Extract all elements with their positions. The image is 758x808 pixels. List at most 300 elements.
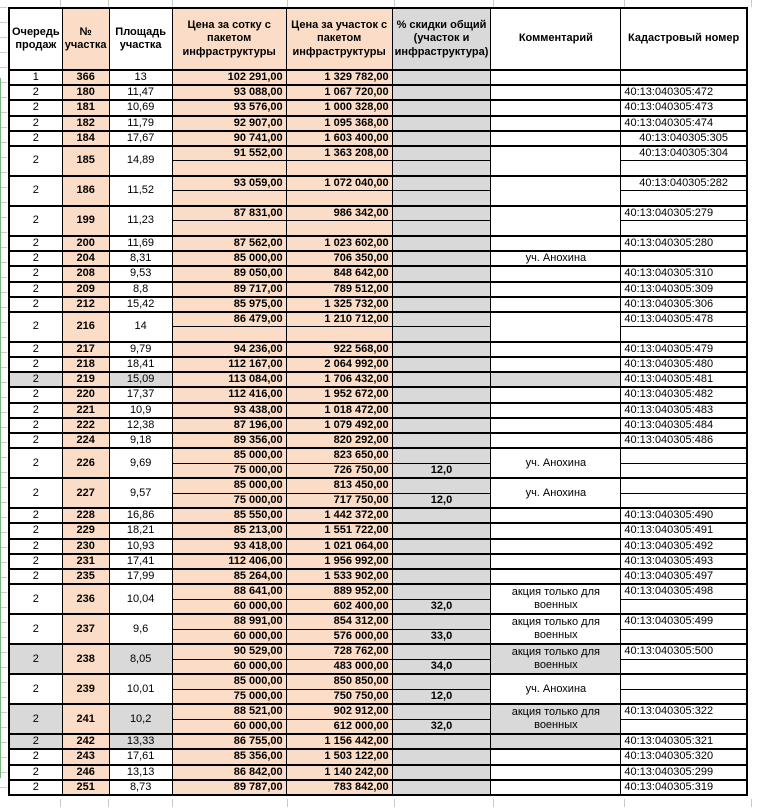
price-per-plot-cell[interactable]: 850 850,00 [286, 674, 392, 689]
comment-cell[interactable] [491, 387, 621, 402]
discount-cell[interactable] [392, 448, 491, 463]
discount-cell[interactable] [392, 342, 491, 357]
area-cell[interactable]: 13,33 [109, 734, 172, 749]
price-per-sotka-cell[interactable]: 75 000,00 [172, 463, 286, 478]
area-cell[interactable]: 17,41 [109, 554, 172, 569]
cadastre-cell[interactable] [621, 689, 747, 704]
cadastre-cell[interactable]: 40:13:040305:492 [621, 539, 747, 554]
cadastre-cell[interactable] [621, 161, 747, 176]
discount-cell[interactable] [392, 206, 491, 221]
cadastre-cell[interactable]: 40:13:040305:482 [621, 387, 747, 402]
price-per-sotka-cell[interactable]: 60 000,00 [172, 629, 286, 644]
queue-cell[interactable]: 2 [9, 372, 62, 387]
price-per-sotka-cell[interactable]: 89 356,00 [172, 433, 286, 448]
cadastre-cell[interactable]: 40:13:040305:310 [621, 266, 747, 281]
plot-number-cell[interactable]: 231 [62, 554, 109, 569]
comment-cell[interactable] [491, 433, 621, 448]
price-per-plot-cell[interactable]: 1 442 372,00 [286, 508, 392, 523]
plot-number-cell[interactable]: 220 [62, 387, 109, 402]
queue-cell[interactable]: 2 [9, 251, 62, 266]
price-per-sotka-cell[interactable]: 93 438,00 [172, 403, 286, 418]
queue-cell[interactable]: 2 [9, 478, 62, 508]
comment-cell[interactable] [491, 357, 621, 372]
plot-number-cell[interactable]: 246 [62, 765, 109, 780]
comment-cell[interactable] [491, 266, 621, 281]
price-per-sotka-cell[interactable] [172, 161, 286, 176]
price-per-plot-cell[interactable]: 706 350,00 [286, 251, 392, 266]
comment-cell[interactable] [491, 523, 621, 538]
cadastre-cell[interactable] [621, 327, 747, 342]
price-per-plot-cell[interactable]: 1 603 400,00 [286, 131, 392, 146]
comment-cell[interactable] [491, 100, 621, 115]
cadastre-cell[interactable]: 40:13:040305:472 [621, 85, 747, 100]
price-per-plot-cell[interactable]: 783 842,00 [286, 780, 392, 795]
comment-cell[interactable] [491, 282, 621, 297]
discount-cell[interactable] [392, 312, 491, 327]
cadastre-cell[interactable]: 40:13:040305:490 [621, 508, 747, 523]
cadastre-cell[interactable]: 40:13:040305:320 [621, 749, 747, 764]
queue-cell[interactable]: 2 [9, 206, 62, 236]
price-per-sotka-cell[interactable]: 93 418,00 [172, 539, 286, 554]
cadastre-cell[interactable]: 40:13:040305:280 [621, 236, 747, 251]
plot-number-cell[interactable]: 226 [62, 448, 109, 478]
comment-cell[interactable] [491, 765, 621, 780]
area-cell[interactable]: 16,86 [109, 508, 172, 523]
plot-number-cell[interactable]: 221 [62, 403, 109, 418]
area-cell[interactable]: 15,09 [109, 372, 172, 387]
header-price-per-sotka[interactable]: Цена за сотку с пакетом инфраструктуры [172, 8, 286, 70]
area-cell[interactable]: 11,47 [109, 85, 172, 100]
queue-cell[interactable]: 2 [9, 100, 62, 115]
price-per-sotka-cell[interactable]: 86 755,00 [172, 734, 286, 749]
discount-cell[interactable] [392, 734, 491, 749]
queue-cell[interactable]: 1 [9, 70, 62, 85]
price-per-sotka-cell[interactable]: 87 562,00 [172, 236, 286, 251]
comment-cell[interactable] [491, 372, 621, 387]
price-per-sotka-cell[interactable]: 94 236,00 [172, 342, 286, 357]
header-price-per-plot[interactable]: Цена за участок с пакетом инфраструктуры [286, 8, 392, 70]
discount-cell[interactable]: 12,0 [392, 463, 491, 478]
price-per-sotka-cell[interactable]: 85 000,00 [172, 674, 286, 689]
price-per-plot-cell[interactable]: 1 018 472,00 [286, 403, 392, 418]
price-per-sotka-cell[interactable]: 88 991,00 [172, 614, 286, 629]
cadastre-cell[interactable] [621, 674, 747, 689]
price-per-sotka-cell[interactable] [172, 191, 286, 206]
comment-cell[interactable] [491, 569, 621, 584]
queue-cell[interactable]: 2 [9, 131, 62, 146]
cadastre-cell[interactable]: 40:13:040305:321 [621, 734, 747, 749]
plot-number-cell[interactable]: 242 [62, 734, 109, 749]
queue-cell[interactable]: 2 [9, 539, 62, 554]
area-cell[interactable]: 11,79 [109, 116, 172, 131]
price-per-plot-cell[interactable]: 1 072 040,00 [286, 176, 392, 191]
plot-number-cell[interactable]: 218 [62, 357, 109, 372]
price-per-plot-cell[interactable]: 717 750,00 [286, 493, 392, 508]
price-per-plot-cell[interactable]: 789 512,00 [286, 282, 392, 297]
price-per-plot-cell[interactable]: 1 095 368,00 [286, 116, 392, 131]
queue-cell[interactable]: 2 [9, 644, 62, 674]
area-cell[interactable]: 14,89 [109, 146, 172, 176]
area-cell[interactable]: 9,6 [109, 614, 172, 644]
plot-number-cell[interactable]: 182 [62, 116, 109, 131]
price-per-plot-cell[interactable]: 1 329 782,00 [286, 70, 392, 85]
comment-cell[interactable] [491, 70, 621, 85]
header-plot-number[interactable]: № участка [62, 8, 109, 70]
area-cell[interactable]: 8,05 [109, 644, 172, 674]
area-cell[interactable]: 9,57 [109, 478, 172, 508]
cadastre-cell[interactable] [621, 629, 747, 644]
cadastre-cell[interactable]: 40:13:040305:479 [621, 342, 747, 357]
price-per-sotka-cell[interactable]: 87 831,00 [172, 206, 286, 221]
queue-cell[interactable]: 2 [9, 116, 62, 131]
cadastre-cell[interactable]: 40:13:040305:486 [621, 433, 747, 448]
comment-cell[interactable]: акция только для военных [491, 614, 621, 644]
comment-cell[interactable] [491, 176, 621, 206]
discount-cell[interactable] [392, 251, 491, 266]
price-per-sotka-cell[interactable]: 87 196,00 [172, 418, 286, 433]
price-per-sotka-cell[interactable]: 85 000,00 [172, 478, 286, 493]
plot-number-cell[interactable]: 216 [62, 312, 109, 342]
plot-number-cell[interactable]: 366 [62, 70, 109, 85]
discount-cell[interactable]: 32,0 [392, 719, 491, 734]
discount-cell[interactable] [392, 176, 491, 191]
price-per-sotka-cell[interactable]: 90 529,00 [172, 644, 286, 659]
discount-cell[interactable] [392, 523, 491, 538]
price-per-sotka-cell[interactable]: 93 576,00 [172, 100, 286, 115]
price-per-sotka-cell[interactable]: 75 000,00 [172, 689, 286, 704]
comment-cell[interactable]: акция только для военных [491, 584, 621, 614]
header-cadastre[interactable]: Кадастровый номер [621, 8, 747, 70]
price-per-plot-cell[interactable]: 823 650,00 [286, 448, 392, 463]
price-per-plot-cell[interactable]: 1 956 992,00 [286, 554, 392, 569]
area-cell[interactable]: 10,69 [109, 100, 172, 115]
comment-cell[interactable]: уч. Анохина [491, 448, 621, 478]
queue-cell[interactable]: 2 [9, 312, 62, 342]
price-per-plot-cell[interactable]: 889 952,00 [286, 584, 392, 599]
plot-number-cell[interactable]: 181 [62, 100, 109, 115]
price-per-sotka-cell[interactable]: 75 000,00 [172, 493, 286, 508]
price-per-sotka-cell[interactable]: 93 088,00 [172, 85, 286, 100]
cadastre-cell[interactable] [621, 719, 747, 734]
price-per-plot-cell[interactable]: 576 000,00 [286, 629, 392, 644]
area-cell[interactable]: 13,13 [109, 765, 172, 780]
cadastre-cell[interactable]: 40:13:040305:483 [621, 403, 747, 418]
discount-cell[interactable]: 33,0 [392, 629, 491, 644]
discount-cell[interactable] [392, 236, 491, 251]
queue-cell[interactable]: 2 [9, 297, 62, 312]
cadastre-cell[interactable]: 40:13:040305:474 [621, 116, 747, 131]
queue-cell[interactable]: 2 [9, 448, 62, 478]
cadastre-cell[interactable] [621, 478, 747, 493]
cadastre-cell[interactable]: 40:13:040305:282 [621, 176, 747, 191]
header-queue[interactable]: Очередь продаж [9, 8, 62, 70]
cadastre-cell[interactable]: 40:13:040305:478 [621, 312, 747, 327]
comment-cell[interactable] [491, 236, 621, 251]
discount-cell[interactable] [392, 508, 491, 523]
area-cell[interactable]: 8,31 [109, 251, 172, 266]
queue-cell[interactable]: 2 [9, 433, 62, 448]
price-per-sotka-cell[interactable]: 102 291,00 [172, 70, 286, 85]
cadastre-cell[interactable]: 40:13:040305:499 [621, 614, 747, 629]
cadastre-cell[interactable]: 40:13:040305:304 [621, 146, 747, 161]
cadastre-cell[interactable]: 40:13:040305:500 [621, 644, 747, 659]
discount-cell[interactable] [392, 403, 491, 418]
price-per-plot-cell[interactable]: 612 000,00 [286, 719, 392, 734]
price-per-plot-cell[interactable]: 986 342,00 [286, 206, 392, 221]
price-per-plot-cell[interactable]: 854 312,00 [286, 614, 392, 629]
price-per-plot-cell[interactable]: 813 450,00 [286, 478, 392, 493]
comment-cell[interactable] [491, 749, 621, 764]
plot-number-cell[interactable]: 239 [62, 674, 109, 704]
plot-number-cell[interactable]: 180 [62, 85, 109, 100]
comment-cell[interactable] [491, 508, 621, 523]
area-cell[interactable]: 9,53 [109, 266, 172, 281]
price-per-plot-cell[interactable]: 1 503 122,00 [286, 749, 392, 764]
price-per-plot-cell[interactable] [286, 161, 392, 176]
comment-cell[interactable]: уч. Анохина [491, 251, 621, 266]
price-per-sotka-cell[interactable]: 89 787,00 [172, 780, 286, 795]
area-cell[interactable]: 10,04 [109, 584, 172, 614]
price-per-sotka-cell[interactable]: 60 000,00 [172, 599, 286, 614]
area-cell[interactable]: 9,18 [109, 433, 172, 448]
cadastre-cell[interactable] [621, 191, 747, 206]
area-cell[interactable]: 12,38 [109, 418, 172, 433]
price-per-plot-cell[interactable]: 848 642,00 [286, 266, 392, 281]
cadastre-cell[interactable]: 40:13:040305:305 [621, 131, 747, 146]
price-per-sotka-cell[interactable]: 60 000,00 [172, 659, 286, 674]
discount-cell[interactable] [392, 539, 491, 554]
price-per-plot-cell[interactable]: 1 325 732,00 [286, 297, 392, 312]
header-discount[interactable]: % скидки общий (участок и инфраструктура) [392, 8, 491, 70]
discount-cell[interactable]: 12,0 [392, 493, 491, 508]
price-per-plot-cell[interactable] [286, 221, 392, 236]
discount-cell[interactable] [392, 266, 491, 281]
queue-cell[interactable]: 2 [9, 403, 62, 418]
price-per-sotka-cell[interactable]: 112 406,00 [172, 554, 286, 569]
plot-number-cell[interactable]: 186 [62, 176, 109, 206]
queue-cell[interactable]: 2 [9, 357, 62, 372]
area-cell[interactable]: 17,99 [109, 569, 172, 584]
discount-cell[interactable] [392, 327, 491, 342]
discount-cell[interactable] [392, 70, 491, 85]
price-per-sotka-cell[interactable]: 90 741,00 [172, 131, 286, 146]
price-per-plot-cell[interactable] [286, 191, 392, 206]
comment-cell[interactable] [491, 85, 621, 100]
area-cell[interactable]: 15,42 [109, 297, 172, 312]
cadastre-cell[interactable] [621, 70, 747, 85]
cadastre-cell[interactable]: 40:13:040305:484 [621, 418, 747, 433]
cadastre-cell[interactable]: 40:13:040305:279 [621, 206, 747, 221]
price-per-sotka-cell[interactable]: 113 084,00 [172, 372, 286, 387]
comment-cell[interactable] [491, 206, 621, 236]
cadastre-cell[interactable]: 40:13:040305:319 [621, 780, 747, 795]
cadastre-cell[interactable]: 40:13:040305:299 [621, 765, 747, 780]
area-cell[interactable]: 17,67 [109, 131, 172, 146]
discount-cell[interactable] [392, 433, 491, 448]
price-per-plot-cell[interactable]: 1 079 492,00 [286, 418, 392, 433]
queue-cell[interactable]: 2 [9, 85, 62, 100]
area-cell[interactable]: 10,2 [109, 704, 172, 734]
cadastre-cell[interactable]: 40:13:040305:497 [621, 569, 747, 584]
cadastre-cell[interactable] [621, 599, 747, 614]
queue-cell[interactable]: 2 [9, 765, 62, 780]
price-per-plot-cell[interactable]: 1 363 208,00 [286, 146, 392, 161]
cadastre-cell[interactable] [621, 221, 747, 236]
cadastre-cell[interactable] [621, 493, 747, 508]
plot-number-cell[interactable]: 185 [62, 146, 109, 176]
comment-cell[interactable] [491, 116, 621, 131]
plot-number-cell[interactable]: 230 [62, 539, 109, 554]
queue-cell[interactable]: 2 [9, 176, 62, 206]
queue-cell[interactable]: 2 [9, 704, 62, 734]
comment-cell[interactable] [491, 146, 621, 176]
discount-cell[interactable] [392, 357, 491, 372]
cadastre-cell[interactable]: 40:13:040305:481 [621, 372, 747, 387]
discount-cell[interactable] [392, 191, 491, 206]
price-per-sotka-cell[interactable] [172, 327, 286, 342]
discount-cell[interactable] [392, 780, 491, 795]
comment-cell[interactable] [491, 297, 621, 312]
queue-cell[interactable]: 2 [9, 342, 62, 357]
price-per-plot-cell[interactable]: 728 762,00 [286, 644, 392, 659]
discount-cell[interactable] [392, 584, 491, 599]
price-per-sotka-cell[interactable]: 85 550,00 [172, 508, 286, 523]
queue-cell[interactable]: 2 [9, 146, 62, 176]
plot-number-cell[interactable]: 217 [62, 342, 109, 357]
price-per-plot-cell[interactable]: 922 568,00 [286, 342, 392, 357]
discount-cell[interactable] [392, 372, 491, 387]
price-per-sotka-cell[interactable]: 91 552,00 [172, 146, 286, 161]
area-cell[interactable]: 10,93 [109, 539, 172, 554]
price-per-plot-cell[interactable]: 1 156 442,00 [286, 734, 392, 749]
plot-number-cell[interactable]: 228 [62, 508, 109, 523]
price-per-plot-cell[interactable]: 820 292,00 [286, 433, 392, 448]
queue-cell[interactable]: 2 [9, 266, 62, 281]
area-cell[interactable]: 18,41 [109, 357, 172, 372]
cadastre-cell[interactable] [621, 659, 747, 674]
price-per-sotka-cell[interactable]: 85 975,00 [172, 297, 286, 312]
queue-cell[interactable]: 2 [9, 418, 62, 433]
price-per-sotka-cell[interactable]: 89 717,00 [172, 282, 286, 297]
plot-number-cell[interactable]: 229 [62, 523, 109, 538]
discount-cell[interactable] [392, 161, 491, 176]
plot-number-cell[interactable]: 238 [62, 644, 109, 674]
price-per-sotka-cell[interactable]: 89 050,00 [172, 266, 286, 281]
price-per-plot-cell[interactable]: 602 400,00 [286, 599, 392, 614]
plot-number-cell[interactable]: 208 [62, 266, 109, 281]
queue-cell[interactable]: 2 [9, 523, 62, 538]
price-per-sotka-cell[interactable]: 86 479,00 [172, 312, 286, 327]
price-per-plot-cell[interactable]: 1 021 064,00 [286, 539, 392, 554]
area-cell[interactable]: 17,61 [109, 749, 172, 764]
price-per-plot-cell[interactable]: 1 067 720,00 [286, 85, 392, 100]
price-per-sotka-cell[interactable] [172, 221, 286, 236]
comment-cell[interactable] [491, 312, 621, 342]
cadastre-cell[interactable]: 40:13:040305:309 [621, 282, 747, 297]
plot-number-cell[interactable]: 199 [62, 206, 109, 236]
queue-cell[interactable]: 2 [9, 282, 62, 297]
area-cell[interactable]: 11,69 [109, 236, 172, 251]
price-per-sotka-cell[interactable]: 85 000,00 [172, 448, 286, 463]
price-per-plot-cell[interactable]: 726 750,00 [286, 463, 392, 478]
discount-cell[interactable] [392, 569, 491, 584]
area-cell[interactable]: 8,8 [109, 282, 172, 297]
cadastre-cell[interactable] [621, 448, 747, 463]
price-per-sotka-cell[interactable]: 112 416,00 [172, 387, 286, 402]
header-comment[interactable]: Комментарий [491, 8, 621, 70]
area-cell[interactable]: 13 [109, 70, 172, 85]
price-per-plot-cell[interactable]: 750 750,00 [286, 689, 392, 704]
discount-cell[interactable] [392, 282, 491, 297]
area-cell[interactable]: 11,52 [109, 176, 172, 206]
plot-number-cell[interactable]: 237 [62, 614, 109, 644]
queue-cell[interactable]: 2 [9, 734, 62, 749]
price-per-sotka-cell[interactable]: 86 842,00 [172, 765, 286, 780]
discount-cell[interactable] [392, 418, 491, 433]
area-cell[interactable]: 10,01 [109, 674, 172, 704]
discount-cell[interactable] [392, 749, 491, 764]
area-cell[interactable]: 14 [109, 312, 172, 342]
cadastre-cell[interactable]: 40:13:040305:322 [621, 704, 747, 719]
discount-cell[interactable] [392, 221, 491, 236]
plot-number-cell[interactable]: 243 [62, 749, 109, 764]
price-per-sotka-cell[interactable]: 85 213,00 [172, 523, 286, 538]
comment-cell[interactable] [491, 131, 621, 146]
discount-cell[interactable] [392, 644, 491, 659]
cadastre-cell[interactable] [621, 463, 747, 478]
price-per-sotka-cell[interactable]: 112 167,00 [172, 357, 286, 372]
plot-number-cell[interactable]: 219 [62, 372, 109, 387]
cadastre-cell[interactable] [621, 251, 747, 266]
price-per-plot-cell[interactable]: 483 000,00 [286, 659, 392, 674]
plot-number-cell[interactable]: 227 [62, 478, 109, 508]
comment-cell[interactable] [491, 539, 621, 554]
comment-cell[interactable]: акция только для военных [491, 704, 621, 734]
comment-cell[interactable] [491, 418, 621, 433]
comment-cell[interactable] [491, 554, 621, 569]
discount-cell[interactable] [392, 387, 491, 402]
discount-cell[interactable] [392, 765, 491, 780]
queue-cell[interactable]: 2 [9, 387, 62, 402]
price-per-plot-cell[interactable]: 1 551 722,00 [286, 523, 392, 538]
discount-cell[interactable] [392, 674, 491, 689]
price-per-plot-cell[interactable]: 1 000 328,00 [286, 100, 392, 115]
price-per-sotka-cell[interactable]: 92 907,00 [172, 116, 286, 131]
discount-cell[interactable]: 34,0 [392, 659, 491, 674]
discount-cell[interactable] [392, 704, 491, 719]
area-cell[interactable]: 9,69 [109, 448, 172, 478]
price-per-plot-cell[interactable]: 1 140 242,00 [286, 765, 392, 780]
discount-cell[interactable] [392, 554, 491, 569]
discount-cell[interactable] [392, 116, 491, 131]
plot-number-cell[interactable]: 184 [62, 131, 109, 146]
price-per-sotka-cell[interactable]: 85 000,00 [172, 251, 286, 266]
price-per-plot-cell[interactable] [286, 327, 392, 342]
comment-cell[interactable]: уч. Анохина [491, 478, 621, 508]
price-per-plot-cell[interactable]: 1 706 432,00 [286, 372, 392, 387]
area-cell[interactable]: 9,79 [109, 342, 172, 357]
price-per-sotka-cell[interactable]: 85 264,00 [172, 569, 286, 584]
queue-cell[interactable]: 2 [9, 554, 62, 569]
plot-number-cell[interactable]: 224 [62, 433, 109, 448]
discount-cell[interactable] [392, 85, 491, 100]
cadastre-cell[interactable]: 40:13:040305:480 [621, 357, 747, 372]
header-area[interactable]: Площадь участка [109, 8, 172, 70]
plot-number-cell[interactable]: 236 [62, 584, 109, 614]
plot-number-cell[interactable]: 212 [62, 297, 109, 312]
price-per-sotka-cell[interactable]: 88 641,00 [172, 584, 286, 599]
price-per-sotka-cell[interactable]: 85 356,00 [172, 749, 286, 764]
